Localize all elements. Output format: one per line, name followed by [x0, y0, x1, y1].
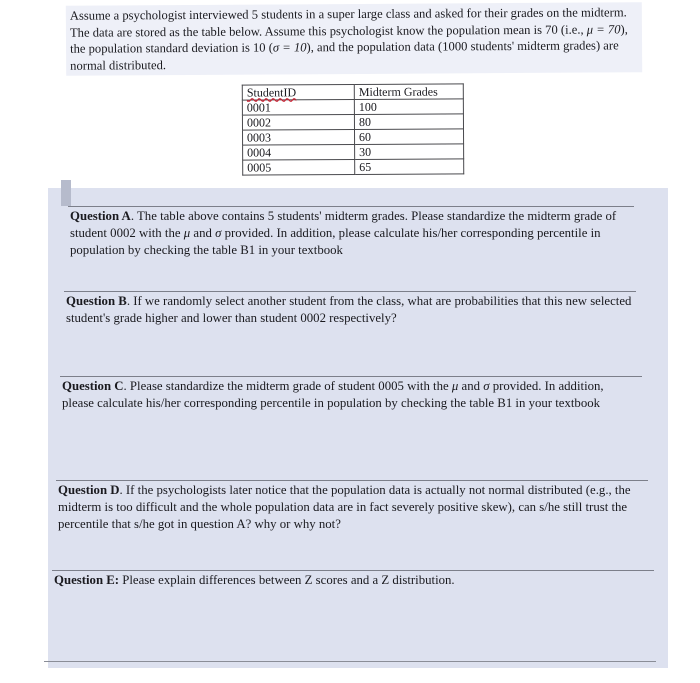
question-b-label: Question B	[66, 294, 127, 308]
question-a-top-rule	[68, 206, 634, 207]
question-d-text: . If the psychologists later notice that the population data is actually not normal distributed (e.g., the midterm is too difficult and the whole population data are in fact severely positive skew), can s/he still trust the percentile that s/he got in question A? why or why not?	[58, 483, 631, 531]
cell-student-id: 0002	[242, 114, 354, 130]
questions-area	[48, 188, 668, 668]
question-d-label: Question D	[58, 483, 120, 497]
table-header-row	[242, 84, 463, 100]
cell-grade: 65	[355, 159, 464, 175]
margin-tab-marker	[61, 180, 71, 206]
question-e-text: Please explain differences between Z scores and a Z distribution.	[119, 573, 455, 587]
question-a-text-1: . The table above contains 5 students' midterm grades. Please standardize the midterm grade of student 0002 with the	[70, 209, 617, 240]
intro-text-3: ), and the population data (1000 students' midterm grades) are normal distributed.	[70, 38, 619, 73]
sigma-symbol: σ	[483, 379, 490, 393]
mu-symbol: μ	[451, 379, 459, 393]
table-row	[242, 114, 463, 130]
cell-grade: 30	[355, 144, 464, 160]
table-row	[243, 129, 464, 145]
question-c	[62, 378, 628, 412]
question-e	[54, 572, 650, 589]
question-a	[70, 208, 630, 259]
question-d-top-rule	[56, 480, 648, 481]
grades-table-container	[242, 83, 464, 175]
cell-student-id: 0001	[242, 99, 354, 115]
question-b	[66, 293, 632, 327]
mu-expression: μ = 70	[586, 21, 621, 37]
cell-student-id: 0003	[243, 129, 355, 145]
question-d	[58, 482, 644, 533]
table-row	[243, 159, 464, 175]
question-b-text: . If we randomly select another student from the class, what are probabilities that this new selected student's grade higher and lower than student 0002 respectively?	[66, 294, 632, 325]
intro-text-2: ), the population standard deviation is 10 (	[70, 21, 628, 56]
table-row	[242, 99, 463, 115]
question-e-top-rule	[52, 570, 654, 571]
question-c-text-2: provided. In addition, please calculate his/her corresponding percentile in population by checking the table B1 in your textbook	[62, 379, 604, 410]
question-c-top-rule	[60, 376, 642, 377]
intro-paragraph	[66, 2, 642, 76]
table-row	[243, 144, 464, 160]
question-c-and: and	[458, 379, 484, 393]
header-midterm-grades: Midterm Grades	[354, 84, 463, 100]
grades-table	[242, 83, 464, 175]
cell-grade: 80	[354, 114, 463, 130]
cell-student-id: 0005	[243, 159, 355, 175]
cell-grade: 100	[354, 99, 463, 115]
question-a-label: Question A	[70, 209, 131, 223]
sigma-symbol: σ	[215, 226, 222, 240]
intro-text-1: Assume a psychologist interviewed 5 students in a super large class and asked for their grades on the midterm. The data are stored as the table below. Assume this psychologist know the population mean is 70 (i.e.,	[69, 5, 627, 40]
question-c-label: Question C	[62, 379, 124, 393]
cell-grade: 60	[354, 129, 463, 145]
mu-symbol: μ	[183, 226, 191, 240]
question-a-and: and	[190, 226, 216, 240]
question-c-text-1: . Please standardize the midterm grade of student 0005 with the	[123, 379, 452, 393]
bottom-rule	[44, 661, 656, 662]
sigma-expression: σ = 10	[272, 40, 307, 55]
header-student-id: StudentID	[242, 84, 354, 100]
question-a-text-2: provided. In addition, please calculate his/her corresponding percentile in population by checking the table B1 in your textbook	[70, 226, 601, 257]
cell-student-id: 0004	[243, 144, 355, 160]
question-b-top-rule	[64, 291, 636, 292]
question-e-label: Question E:	[54, 573, 120, 587]
